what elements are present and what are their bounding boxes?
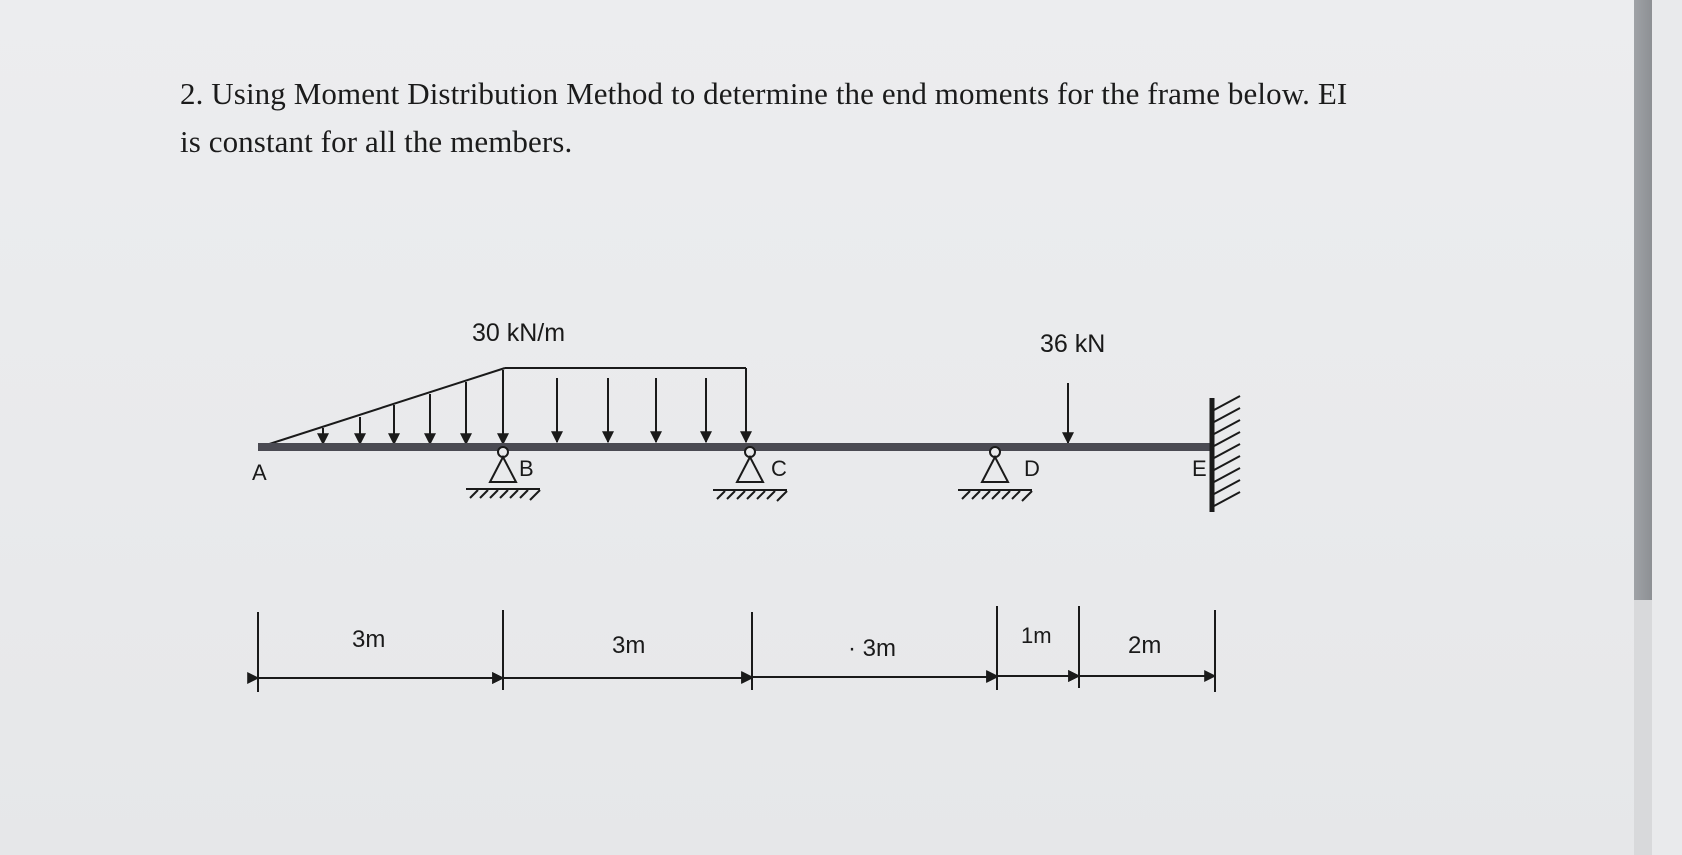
dimension-lines [258, 606, 1215, 692]
dimension-label-d-load: 1m [1021, 623, 1052, 648]
question-line-1: 2. Using Moment Distribution Method to determine the end moments for the frame below. EI [180, 76, 1348, 111]
point-load [1040, 330, 1105, 443]
node-label-e: E [1192, 456, 1207, 481]
dimension-label-ab: 3m [352, 626, 386, 653]
node-label-a: A [252, 460, 267, 485]
question-line-2: is constant for all the members. [180, 124, 573, 159]
beam [258, 443, 1212, 451]
dimension-label-bc: 3m [612, 632, 646, 659]
fixed-support-e [1212, 396, 1240, 512]
distributed-load-label: 30 kN/m [472, 319, 566, 347]
point-load-label: 36 kN [1040, 330, 1106, 358]
node-label-d: D [1024, 456, 1040, 481]
dimension-label-load-e: 2m [1128, 632, 1162, 659]
support-d [958, 447, 1032, 501]
node-label-c: C [771, 456, 787, 481]
load-outline-ramp [260, 368, 505, 447]
dimension-label-cd: · 3m [848, 635, 896, 662]
node-label-b: B [519, 456, 534, 481]
distributed-load [260, 319, 746, 447]
